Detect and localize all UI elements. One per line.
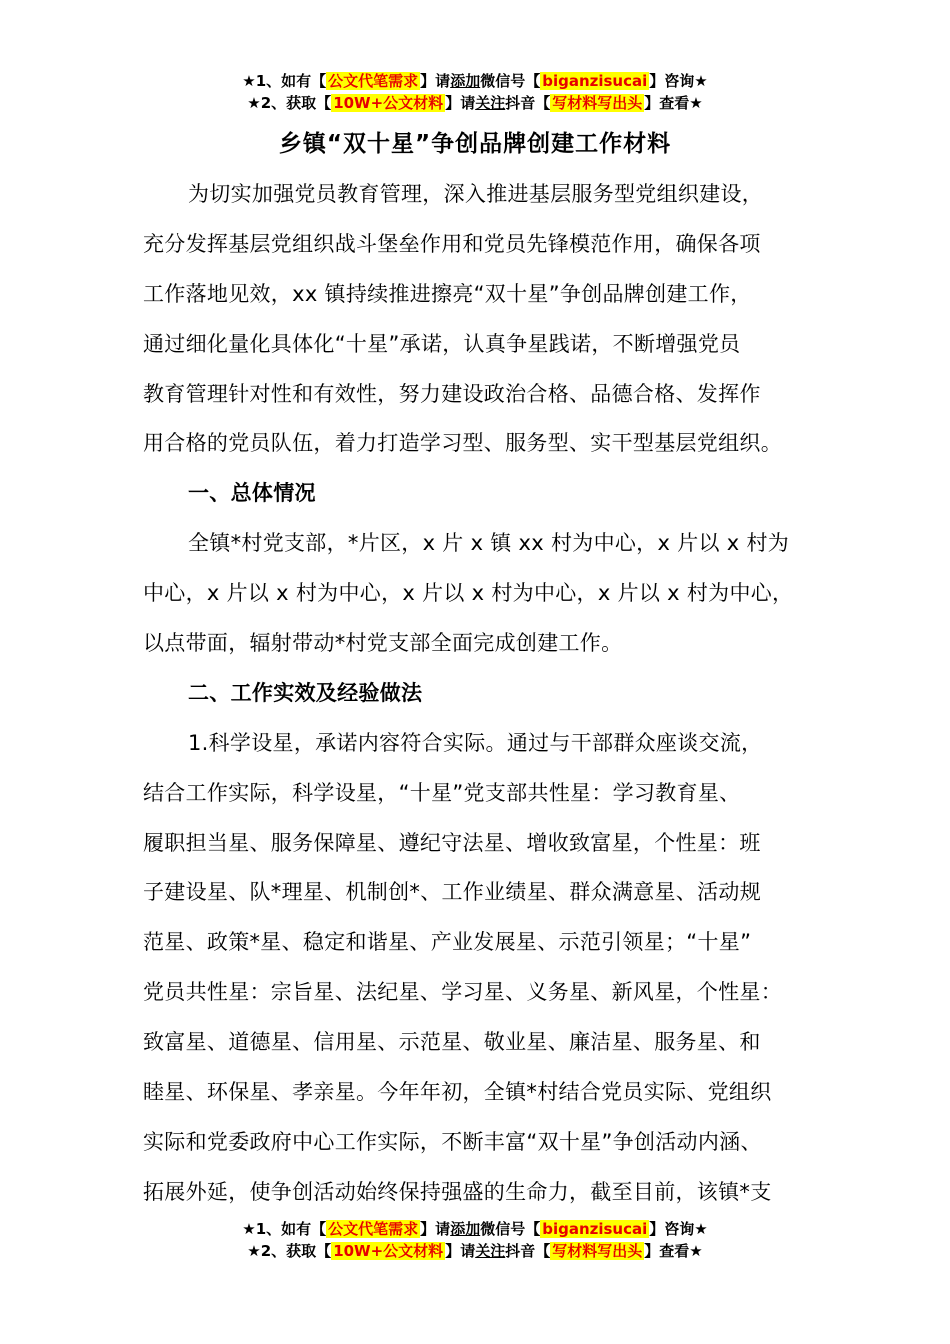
promo-highlight-douyin: 写材料写出头 (552, 1242, 643, 1260)
body-line: 睦星、环保星、孝亲星。今年年初，全镇*村结合党员实际、党组织 (143, 1080, 772, 1105)
promo-text: 抖音【 (505, 1242, 551, 1260)
body-line: 范星、政策*星、稳定和谐星、产业发展星、示范引领星；“十星” (143, 930, 752, 955)
body-line: 用合格的党员队伍，着力打造学习型、服务型、实干型基层党组织。 (143, 431, 782, 456)
header-promo-banner (0, 70, 950, 114)
body-line: 子建设星、队*理星、机制创*、工作业绩星、群众满意星、活动规 (143, 880, 761, 905)
body-line: 工作落地见效，xx 镇持续推进擦亮“双十星”争创品牌创建工作， (143, 281, 752, 306)
body-line: 1.科学设星，承诺内容符合实际。通过与干部群众座谈交流， (188, 730, 763, 755)
promo-line-1 (0, 1218, 950, 1240)
promo-underlined: 添加 (450, 72, 481, 90)
promo-text: 】咨询★ (649, 72, 708, 90)
promo-text: ★2、获取【 (247, 94, 332, 112)
promo-text: 】咨询★ (649, 1220, 708, 1238)
promo-underlined: 添加 (450, 1220, 481, 1238)
body-line: 致富星、道德星、信用星、示范星、敬业星、廉洁星、服务星、和 (143, 1030, 761, 1055)
promo-text: 】请 (445, 1242, 476, 1260)
body-line: 为切实加强党员教育管理，深入推进基层服务型党组织建设， (188, 182, 764, 206)
body-line: 履职担当星、服务保障星、遵纪守法星、增收致富星，个性星：班 (143, 830, 761, 855)
promo-highlight: 10W+公文材料 (333, 1242, 444, 1260)
body-line: 充分发挥基层党组织战斗堡垒作用和党员先锋模范作用，确保各项 (143, 231, 761, 256)
promo-text: 】查看★ (644, 1242, 703, 1260)
promo-text: 抖音【 (505, 94, 551, 112)
promo-underlined: 关注 (475, 94, 506, 112)
promo-text: 】请 (420, 72, 451, 90)
body-line: 中心，x 片以 x 村为中心，x 片以 x 村为中心，x 片以 x 村为中心， (143, 581, 794, 606)
body-line: 党员共性星：宗旨星、法纪星、学习星、义务星、新风星，个性星： (143, 980, 782, 1005)
promo-highlight: 公文代笔需求 (328, 1220, 419, 1238)
promo-highlight: 公文代笔需求 (328, 72, 419, 90)
promo-line-2 (0, 1240, 950, 1262)
section-heading: 二、工作实效及经验做法 (188, 680, 423, 705)
document-title: 乡镇“双十星”争创品牌创建工作材料 (278, 131, 672, 157)
promo-text: ★1、如有【 (242, 72, 327, 90)
body-line: 结合工作实际，科学设星，“十星”党支部共性星：学习教育星、 (143, 780, 741, 805)
promo-highlight: 10W+公文材料 (333, 94, 444, 112)
body-line: 以点带面，辐射带动*村党支部全面完成创建工作。 (143, 631, 623, 656)
promo-highlight-wechat-id: biganzisucai (542, 72, 648, 90)
promo-highlight-douyin: 写材料写出头 (552, 94, 643, 112)
body-line: 拓展外延，使争创活动始终保持强盛的生命力，截至目前，该镇*支 (143, 1179, 772, 1204)
promo-text: 微信号【 (480, 72, 541, 90)
promo-text: ★1、如有【 (242, 1220, 327, 1238)
promo-line-1 (0, 70, 950, 92)
body-line: 实际和党委政府中心工作实际，不断丰富“双十星”争创活动内涵、 (143, 1129, 762, 1154)
body-line: 教育管理针对性和有效性，努力建设政治合格、品德合格、发挥作 (143, 381, 761, 406)
promo-text: 微信号【 (480, 1220, 541, 1238)
promo-highlight-wechat-id: biganzisucai (542, 1220, 648, 1238)
promo-text: 】请 (420, 1220, 451, 1238)
promo-text: 】查看★ (644, 94, 703, 112)
promo-text: ★2、获取【 (247, 1242, 332, 1260)
body-line: 通过细化量化具体化“十星”承诺，认真争星践诺，不断增强党员 (143, 331, 741, 356)
promo-underlined: 关注 (475, 1242, 506, 1260)
document-body (143, 170, 833, 1218)
promo-line-2 (0, 92, 950, 114)
body-line: 全镇*村党支部，*片区，x 片 x 镇 xx 村为中心，x 片以 x 村为 (188, 531, 790, 556)
section-heading: 一、总体情况 (188, 481, 316, 506)
footer-promo-banner (0, 1218, 950, 1262)
promo-text: 】请 (445, 94, 476, 112)
